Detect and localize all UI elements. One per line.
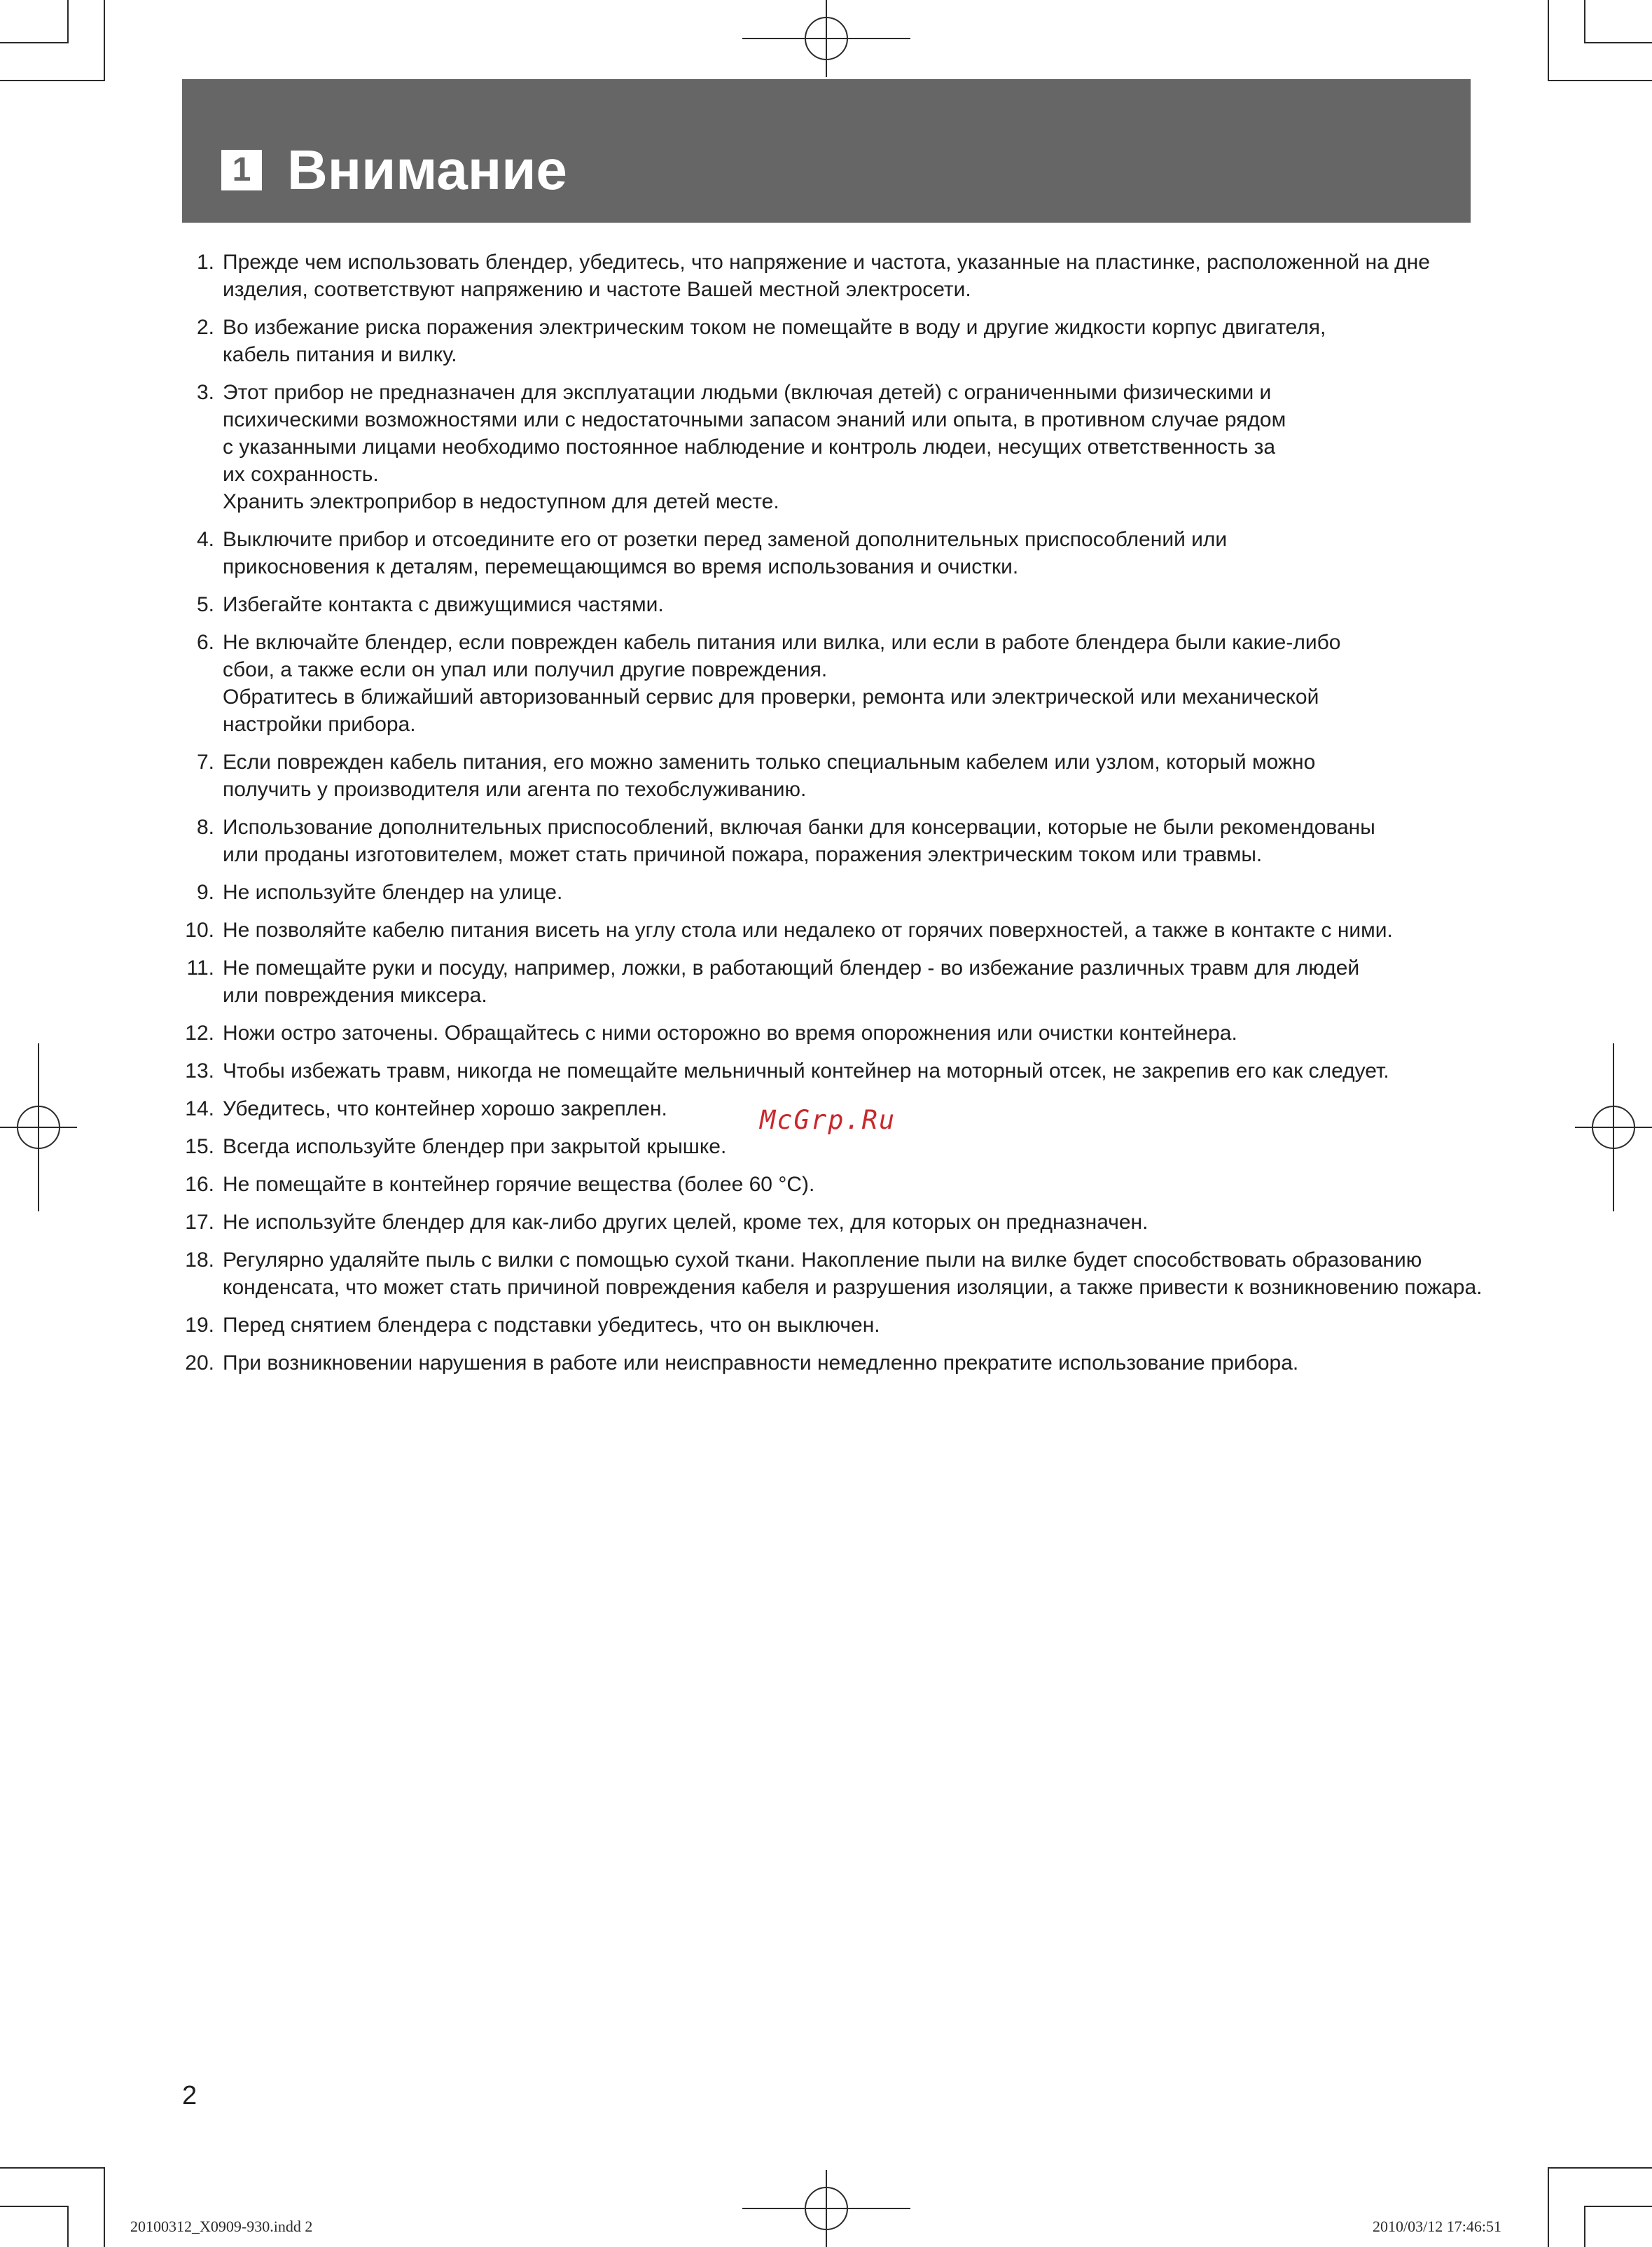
warning-item <box>168 1246 1485 1301</box>
warning-number: 19. <box>185 1314 214 1337</box>
warning-item <box>168 249 1485 303</box>
warning-number: 14. <box>185 1097 214 1120</box>
warning-number: 12. <box>185 1022 214 1045</box>
warning-text-line: Не используйте блендер на улице. <box>223 881 563 904</box>
footer-file-name: 20100312_X0909-930.indd 2 <box>130 2218 313 2235</box>
warning-item <box>168 1171 1485 1198</box>
crop-mark <box>1584 2206 1585 2247</box>
warning-text-line: прикосновения к деталям, перемещающимся во время использования и очистки. <box>223 555 1019 578</box>
section-title: Внимание <box>287 139 567 201</box>
crop-mark <box>0 80 105 81</box>
warning-text-line: Выключите прибор и отсоедините его от розетки перед заменой дополнительных приспособлений или <box>223 528 1228 551</box>
warning-item <box>168 879 1485 906</box>
warning-text-line: или повреждения миксера. <box>223 984 487 1007</box>
warning-text-line: изделия, соответствуют напряжению и частоте Вашей местной электросети. <box>223 278 971 301</box>
crop-mark <box>0 42 69 43</box>
warning-text-line: Ножи остро заточены. Обращайтесь с ними осторожно во время опорожнения или очистки контейнера. <box>223 1022 1237 1045</box>
warning-item <box>168 591 1485 618</box>
warning-text-line: Не помещайте руки и посуду, например, ложки, в работающий блендер - во избежание различных травм для людей <box>223 956 1360 980</box>
warning-item <box>168 379 1485 515</box>
warning-number: 4. <box>196 528 214 551</box>
warning-item <box>168 1312 1485 1339</box>
section-header <box>182 79 1471 223</box>
warning-text-line: Избегайте контакта с движущимися частями. <box>223 593 664 616</box>
warning-number: 3. <box>196 381 214 404</box>
warning-number: 16. <box>185 1173 214 1196</box>
crop-mark <box>1584 0 1585 42</box>
warning-number: 15. <box>185 1135 214 1158</box>
warnings-list <box>168 249 1485 1387</box>
warning-number: 10. <box>185 919 214 942</box>
warning-text-line: Если поврежден кабель питания, его можно заменить только специальным кабелем или узлом, который можно <box>223 751 1316 774</box>
warning-text-line: психическими возможностями или с недостаточными запасом энаний или опыта, в противном случае рядом <box>223 408 1286 431</box>
warning-text-line: Прежде чем использовать блендер, убедитесь, что напряжение и частота, указанные на пластинке, расположенной на дне <box>223 251 1430 274</box>
crop-mark <box>1548 80 1652 81</box>
warning-item <box>168 1133 1485 1160</box>
warning-item <box>168 954 1485 1009</box>
warning-text-line: Использование дополнительных приспособлений, включая банки для консервации, которые не были рекомендованы <box>223 816 1375 839</box>
section-number-badge: 1 <box>221 150 262 190</box>
warning-item <box>168 917 1485 944</box>
warning-item <box>168 629 1485 738</box>
warning-text-line: Регулярно удаляйте пыль с вилки с помощью сухой ткани. Накопление пыли на вилке будет способствовать образованию <box>223 1248 1422 1272</box>
warning-number: 8. <box>196 816 214 839</box>
footer-timestamp: 2010/03/12 17:46:51 <box>1373 2218 1501 2235</box>
crop-mark <box>1548 2167 1652 2169</box>
warning-number: 18. <box>185 1248 214 1272</box>
warning-number: 2. <box>196 316 214 339</box>
warning-text-line: Хранить электроприбор в недоступном для детей месте. <box>223 490 779 513</box>
crop-mark <box>0 2167 105 2169</box>
crop-mark <box>104 2167 105 2247</box>
warning-text-line: Чтобы избежать травм, никогда не помещайте мельничный контейнер на моторный отсек, не закрепив его как следует. <box>223 1059 1389 1083</box>
warning-item <box>168 526 1485 580</box>
warning-text-line: Во избежание риска поражения электрическим током не помещайте в воду и другие жидкости корпус двигателя, <box>223 316 1326 339</box>
warning-text-line: Убедитесь, что контейнер хорошо закреплен. <box>223 1097 667 1120</box>
crop-mark <box>67 2206 69 2247</box>
warning-text-line: Обратитесь в ближайший авторизованный сервис для проверки, ремонта или электрической или механической <box>223 686 1319 709</box>
warning-text-line: или проданы изготовителем, может стать причиной пожара, поражения электрическим током или травмы. <box>223 843 1263 866</box>
warning-number: 5. <box>196 593 214 616</box>
warning-item <box>168 749 1485 803</box>
warning-text-line: Не включайте блендер, если поврежден кабель питания или вилка, или если в работе блендера были какие-либо <box>223 631 1341 654</box>
crop-mark <box>0 2206 69 2207</box>
warning-number: 1. <box>196 251 214 274</box>
crop-mark <box>1548 2167 1549 2247</box>
warning-text-line: с указанными лицами необходимо постоянное наблюдение и контроль людеи, несущих ответственность за <box>223 436 1276 459</box>
warning-number: 13. <box>185 1059 214 1083</box>
warning-number: 9. <box>196 881 214 904</box>
warning-text-line: настройки прибора. <box>223 713 416 736</box>
warning-item <box>168 814 1485 868</box>
warning-item <box>168 1349 1485 1377</box>
crop-mark <box>1584 2206 1652 2207</box>
warning-number: 6. <box>196 631 214 654</box>
warning-text-line: их сохранность. <box>223 463 379 486</box>
warning-text-line: получить у производителя или агента по техобслуживанию. <box>223 778 807 801</box>
warning-number: 11. <box>186 956 214 980</box>
registration-mark-left <box>0 1043 84 1211</box>
warning-number: 20. <box>185 1351 214 1375</box>
warning-text-line: Не помещайте в контейнер горячие вещества (более 60 °C). <box>223 1173 815 1196</box>
warning-text-line: Не используйте блендер для как-либо других целей, кроме тех, для которых он предназначен. <box>223 1211 1148 1234</box>
registration-mark-right <box>1568 1043 1652 1211</box>
warning-text-line: Перед снятием блендера с подставки убедитесь, что он выключен. <box>223 1314 880 1337</box>
warning-text-line: При возникновении нарушения в работе или неисправности немедленно прекратите использование прибора. <box>223 1351 1299 1375</box>
warning-number: 17. <box>185 1211 214 1234</box>
crop-mark <box>67 0 69 42</box>
watermark: McGrp.Ru <box>760 1105 896 1135</box>
warning-item <box>168 1057 1485 1085</box>
warning-item <box>168 314 1485 368</box>
warning-text-line: Этот прибор не предназначен для эксплуатации людьми (включая детей) с ограниченными физическими и <box>223 381 1272 404</box>
page-number: 2 <box>182 2081 197 2110</box>
warning-text-line: конденсата, что может стать причиной повреждения кабеля и разрушения изоляции, а также привести к возникновению пожара. <box>223 1276 1483 1299</box>
warning-text-line: Всегда используйте блендер при закрытой крышке. <box>223 1135 727 1158</box>
warning-text-line: сбои, а также если он упал или получил другие повреждения. <box>223 658 828 681</box>
warning-item <box>168 1209 1485 1236</box>
crop-mark <box>1548 0 1549 81</box>
warning-text-line: Не позволяйте кабелю питания висеть на углу стола или недалеко от горячих поверхностей, а также в контакте с ними. <box>223 919 1393 942</box>
warning-number: 7. <box>196 751 214 774</box>
crop-mark <box>104 0 105 81</box>
warning-item <box>168 1020 1485 1047</box>
crop-mark <box>1584 42 1652 43</box>
warning-text-line: кабель питания и вилку. <box>223 343 457 366</box>
registration-mark-bottom <box>742 2163 910 2247</box>
registration-mark-top <box>742 0 910 84</box>
